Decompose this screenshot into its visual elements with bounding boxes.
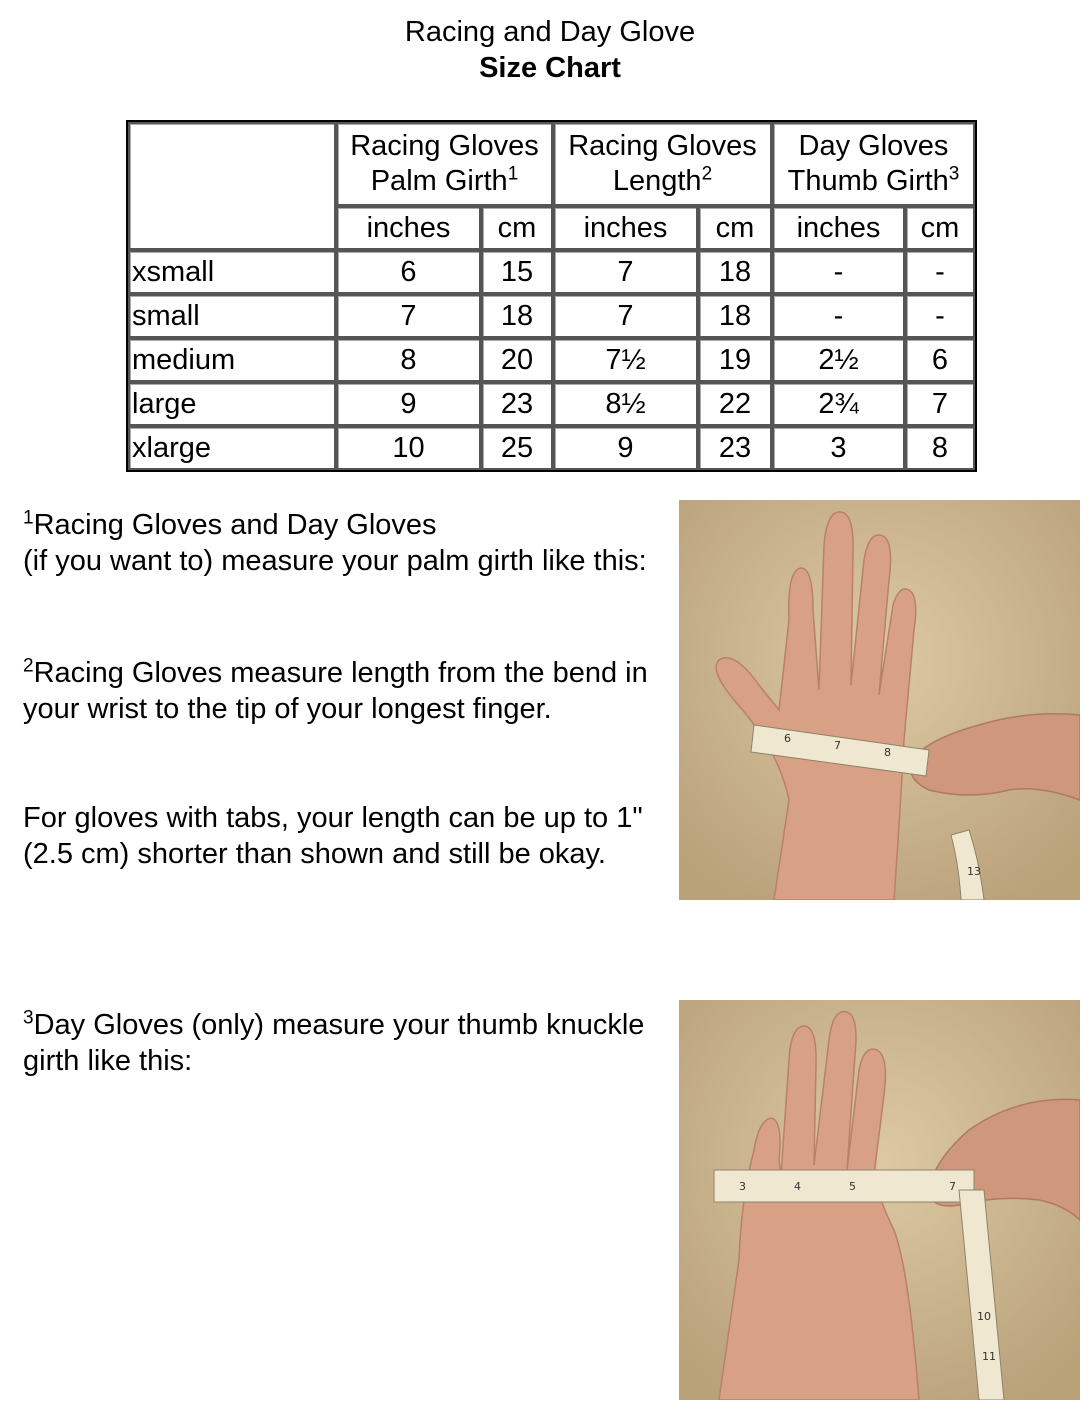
unit-cell: cm <box>481 206 553 250</box>
unit-cell: inches <box>772 206 905 250</box>
table-cell: 10 <box>336 426 481 470</box>
header-thumb-girth: Day Gloves Thumb Girth$^3$ <box>772 122 975 206</box>
table-cell: 7 <box>553 294 698 338</box>
table-cell: 8 <box>905 426 975 470</box>
table-cell: 7 <box>553 250 698 294</box>
size-label: xsmall <box>128 250 336 294</box>
table-cell: 18 <box>698 250 772 294</box>
svg-text:5: 5 <box>849 1180 856 1193</box>
table-cell: 7½ <box>553 338 698 382</box>
table-cell: 18 <box>698 294 772 338</box>
svg-text:10: 10 <box>977 1310 991 1323</box>
table-row-large <box>128 382 975 426</box>
unit-cell: inches <box>553 206 698 250</box>
page-title: Racing and Day Glove <box>404 16 696 48</box>
note-length: $^2$Racing Gloves measure length from the bend in your wrist to the tip of your longest finger. <box>23 655 648 725</box>
table-row-xlarge <box>128 426 975 470</box>
table-cell: 19 <box>698 338 772 382</box>
table-cell: 22 <box>698 382 772 426</box>
svg-text:4: 4 <box>794 1180 801 1193</box>
table-row-medium <box>128 338 975 382</box>
table-cell: 2½ <box>772 338 905 382</box>
size-label: xlarge <box>128 426 336 470</box>
svg-text:3: 3 <box>739 1180 746 1193</box>
table-cell: - <box>905 250 975 294</box>
size-label: medium <box>128 338 336 382</box>
table-cell: 3 <box>772 426 905 470</box>
header-palm-girth: Racing Gloves Palm Girth$^1$ <box>336 122 553 206</box>
svg-text:7: 7 <box>834 739 841 752</box>
page-subtitle: Size Chart <box>479 52 621 84</box>
size-label: large <box>128 382 336 426</box>
table-cell: - <box>905 294 975 338</box>
table-cell: 23 <box>481 382 553 426</box>
table-cell: 7 <box>336 294 481 338</box>
table-cell: - <box>772 250 905 294</box>
note-thumb-girth: $^3$Day Gloves (only) measure your thumb knuckle girth like this: <box>23 1007 645 1077</box>
table-cell: 9 <box>336 382 481 426</box>
table-cell: 18 <box>481 294 553 338</box>
svg-text:11: 11 <box>982 1350 996 1363</box>
table-cell: 6 <box>905 338 975 382</box>
title-block <box>0 14 1088 86</box>
table-cell: 23 <box>698 426 772 470</box>
thumb-girth-photo <box>679 1000 1080 1400</box>
table-header-row <box>128 122 975 206</box>
unit-cell: cm <box>905 206 975 250</box>
table-cell: 6 <box>336 250 481 294</box>
svg-text:7: 7 <box>949 1180 956 1193</box>
table-row-small <box>128 294 975 338</box>
svg-text:13: 13 <box>967 865 981 878</box>
table-cell: - <box>772 294 905 338</box>
table-cell: 25 <box>481 426 553 470</box>
table-cell: 2¾ <box>772 382 905 426</box>
table-cell: 20 <box>481 338 553 382</box>
table-cell: 9 <box>553 426 698 470</box>
note-tabs: For gloves with tabs, your length can be up to 1" (2.5 cm) shorter than shown and still be okay. <box>23 802 643 870</box>
table-cell: 7 <box>905 382 975 426</box>
unit-cell: inches <box>336 206 481 250</box>
table-cell: 8 <box>336 338 481 382</box>
table-cell: 15 <box>481 250 553 294</box>
table-cell: 8½ <box>553 382 698 426</box>
header-length: Racing Gloves Length$^2$ <box>553 122 772 206</box>
empty-corner-cell <box>128 122 336 250</box>
palm-girth-photo <box>679 500 1080 900</box>
svg-text:8: 8 <box>884 746 891 759</box>
unit-cell: cm <box>698 206 772 250</box>
table-row-xsmall <box>128 250 975 294</box>
size-label: small <box>128 294 336 338</box>
svg-text:6: 6 <box>784 732 791 745</box>
note-palm-girth: $^1$Racing Gloves and Day Gloves (if you want to) measure your palm girth like this: <box>23 507 647 577</box>
size-chart-table <box>126 120 977 472</box>
